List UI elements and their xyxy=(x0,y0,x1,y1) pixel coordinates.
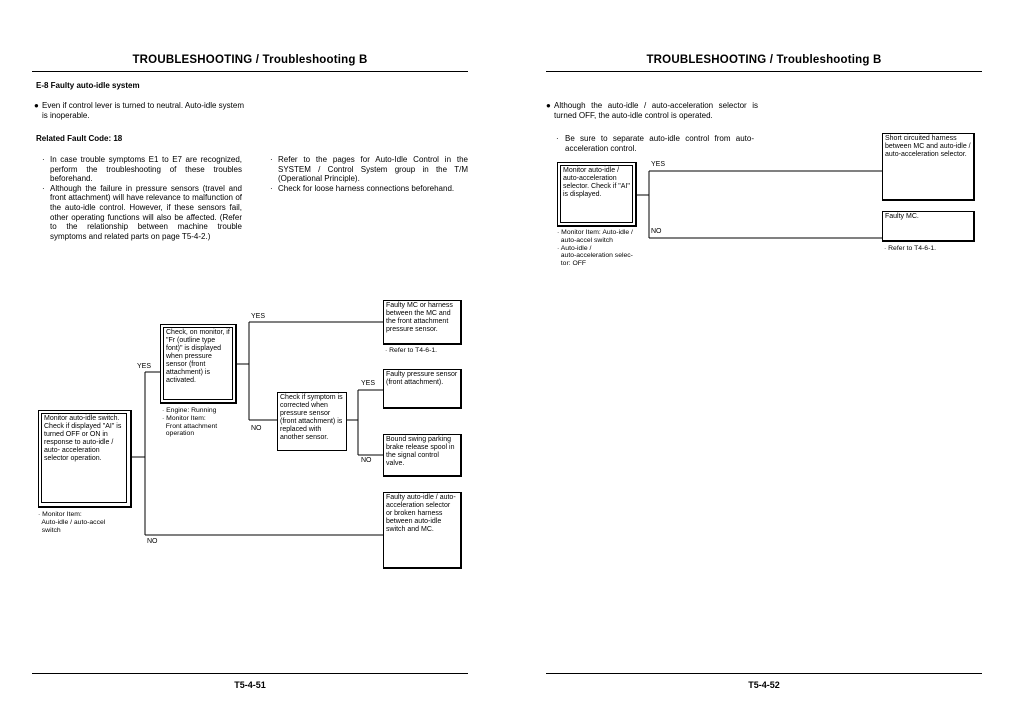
right-flow-result1-text: Short circuited harness between MC and auto-idle / auto-acceleration selector. xyxy=(885,135,971,158)
flow-result1-text: Faulty MC or harness between the MC and the front attachment pressure sensor. xyxy=(386,302,453,333)
no-label: NO xyxy=(361,457,372,464)
right-flow-start-text: Monitor auto-idle / auto-acceleration selector. Check if "AI" is displayed. xyxy=(563,167,630,198)
right-flow-start-box xyxy=(557,162,637,227)
note-item: · Be sure to separate auto-idle control from auto-acceleration control. xyxy=(556,134,754,153)
right-flow-result2-note: · Refer to T4-6-1. xyxy=(884,245,937,252)
right-flow-start-note: · Monitor Item: Auto-idle / auto-accel switch · Auto-idle / auto-acceleration selec- tor: OFF xyxy=(557,229,633,268)
yes-label: YES xyxy=(361,380,376,387)
section-title: E-8 Faulty auto-idle system xyxy=(36,81,140,90)
right-page-number: T5-4-52 xyxy=(748,680,780,690)
flow-result2-text: Faulty pressure sensor (front attachment). xyxy=(386,371,458,386)
right-flow-result2-text: Faulty MC. xyxy=(885,213,919,220)
right-flow-result1-box xyxy=(882,133,975,201)
right-bullet-text: Although the auto-idle / auto-acceleration selector is turned OFF, the auto-idle control is operated. xyxy=(554,101,758,120)
flow-check1-note: · Engine: Running · Monitor Item: Front attachment operation xyxy=(162,407,218,438)
note-text: Refer to the pages for Auto-Idle Control in the SYSTEM / Control System group in the T/M (Operational Principle). xyxy=(278,155,468,184)
note-item: · Refer to the pages for Auto-Idle Control in the SYSTEM / Control System group in the T/M (Operational Principle). xyxy=(270,155,468,184)
yes-label: YES xyxy=(651,161,666,168)
bullet-dot: ● xyxy=(546,101,551,110)
yes-label: YES xyxy=(251,313,266,320)
no-label: NO xyxy=(251,425,262,432)
note-text: Check for loose harness connections beforehand. xyxy=(278,183,455,193)
flow-check2-text: Check if symptom is corrected when pressure sensor (front attachment) is replaced with another sensor. xyxy=(280,394,343,441)
note-item: · Check for loose harness connections beforehand. xyxy=(270,183,455,193)
no-label: NO xyxy=(147,538,158,545)
flow-result4-text: Faulty auto-idle / auto-acceleration selector or broken harness between auto-idle switch and MC. xyxy=(386,494,456,533)
note-text: Although the failure in pressure sensors (travel and front attachment) will have relevance to malfunction of the auto-idle control. However, if these sensors fail, other operating functions will also be affected. (Refer to the relationship between machine trouble symptoms and related parts on page T5-4-2.) xyxy=(50,183,242,241)
note-item: · In case trouble symptoms E1 to E7 are recognized, perform the troubleshooting of these troubles beforehand. xyxy=(42,155,242,184)
flow-start-text: Monitor auto-idle switch. Check if displayed "AI" is turned OFF or ON in response to auto-idle / auto- acceleration selector operation. xyxy=(44,415,122,462)
right-flow-result2-box xyxy=(882,211,975,242)
left-page-number: T5-4-51 xyxy=(234,680,266,690)
yes-label: YES xyxy=(137,363,152,370)
right-flow-start-inner xyxy=(560,165,633,223)
note-text: In case trouble symptoms E1 to E7 are recognized, perform the troubleshooting of these troubles beforehand. xyxy=(50,155,242,184)
bullet-dot: ● xyxy=(34,101,39,110)
fault-code: Related Fault Code: 18 xyxy=(36,134,123,143)
left-page-header: TROUBLESHOOTING / Troubleshooting B xyxy=(132,54,368,66)
flow-check1-text: Check, on monitor, if "Fr (outline type font)" is displayed when pressure sensor (front attachment) is activated. xyxy=(166,329,230,384)
right-footer-rule xyxy=(546,673,982,674)
note-item: · Although the failure in pressure sensors (travel and front attachment) will have relevance to malfunction of the auto-idle control. However, if these sensors fail, other operating functions will also be affected. (Refer to the relationship between machine trouble symptoms and related parts on page T5-4-2.) xyxy=(42,183,242,241)
no-label: NO xyxy=(651,228,662,235)
right-page-header: TROUBLESHOOTING / Troubleshooting B xyxy=(646,54,882,66)
note-text: Be sure to separate auto-idle control from auto-acceleration control. xyxy=(565,134,754,153)
flow-start-note: · Monitor Item: Auto-idle / auto-accel switch xyxy=(38,511,106,534)
left-bullet-text: Even if control lever is turned to neutral. Auto-idle system is inoperable. xyxy=(42,101,244,120)
flow-result3-text: Bound swing parking brake release spool in the signal control valve. xyxy=(386,436,455,467)
flow-result1-note: · Refer to T4-6-1. xyxy=(385,347,438,354)
